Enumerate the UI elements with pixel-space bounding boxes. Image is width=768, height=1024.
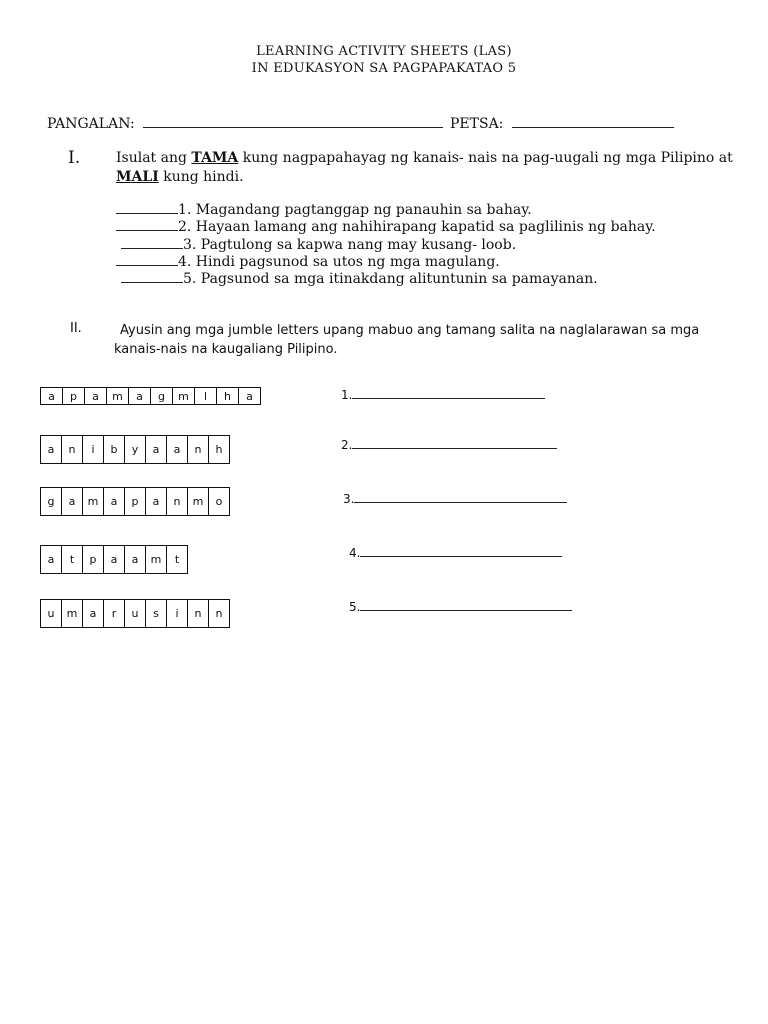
letter-cell: a: [82, 599, 104, 628]
answer-blank[interactable]: [116, 201, 178, 214]
letter-cell: p: [124, 487, 146, 516]
letter-cell: a: [84, 387, 107, 405]
letter-cell: h: [216, 387, 239, 405]
letter-cell: a: [40, 545, 62, 574]
letter-cell: h: [208, 435, 230, 464]
letter-cell: o: [208, 487, 230, 516]
letter-cell: m: [172, 387, 195, 405]
jumble-letters-5: [40, 599, 229, 628]
answer-line-5[interactable]: 5.: [349, 600, 572, 614]
mali-keyword: MALI: [116, 169, 159, 185]
jumble-letters-3: [40, 487, 229, 516]
letter-cell: l: [194, 387, 217, 405]
answer-blank[interactable]: [121, 270, 183, 283]
letter-cell: a: [103, 487, 125, 516]
letter-cell: m: [145, 545, 167, 574]
letter-cell: r: [103, 599, 125, 628]
part1-numeral: I.: [68, 148, 81, 168]
letter-cell: n: [166, 487, 188, 516]
answer-blank[interactable]: [116, 218, 178, 231]
worksheet-title-line2: IN EDUKASYON SA PAGPAPAKATAO 5: [251, 61, 517, 76]
part1-item: 1. Magandang pagtanggap ng panauhin sa bahay.: [116, 201, 532, 218]
worksheet-title-line1: LEARNING ACTIVITY SHEETS (LAS): [256, 44, 512, 59]
letter-cell: a: [145, 435, 167, 464]
letter-cell: a: [145, 487, 167, 516]
letter-cell: n: [208, 599, 230, 628]
tama-keyword: TAMA: [191, 150, 239, 166]
letter-cell: a: [166, 435, 188, 464]
letter-cell: a: [124, 545, 146, 574]
answer-blank[interactable]: [121, 236, 183, 249]
letter-cell: a: [238, 387, 261, 405]
answer-line-4[interactable]: 4.: [349, 546, 562, 560]
date-field[interactable]: [450, 113, 674, 132]
letter-cell: y: [124, 435, 146, 464]
answer-line-2[interactable]: 2.: [341, 438, 557, 452]
letter-cell: a: [128, 387, 151, 405]
name-field[interactable]: [47, 113, 443, 132]
part1-item: 5. Pagsunod sa mga itinakdang alituntunin sa pamayanan.: [121, 270, 598, 287]
letter-cell: u: [124, 599, 146, 628]
letter-cell: i: [166, 599, 188, 628]
answer-blank[interactable]: [116, 253, 178, 266]
letter-cell: g: [40, 487, 62, 516]
name-blank[interactable]: [143, 113, 443, 128]
part2-instruction: Ayusin ang mga jumble letters upang mabuo ang tamang salita na naglalarawan sa mga kanais-nais na kaugaliang Pilipino.: [114, 323, 700, 357]
letter-cell: s: [145, 599, 167, 628]
letter-cell: b: [103, 435, 125, 464]
answer-line-3[interactable]: 3.: [343, 492, 567, 506]
letter-cell: t: [166, 545, 188, 574]
part1-instruction: Isulat ang TAMA kung nagpapahayag ng kanais- nais na pag-uugali ng mga Pilipino at MALI kung hindi.: [116, 150, 733, 185]
letter-cell: m: [61, 599, 83, 628]
letter-cell: n: [187, 599, 209, 628]
letter-cell: g: [150, 387, 173, 405]
date-label: PETSA:: [450, 116, 504, 132]
answer-line-1[interactable]: 1.: [341, 388, 545, 402]
part2-numeral: II.: [70, 321, 82, 336]
letter-cell: n: [187, 435, 209, 464]
part1-item: 3. Pagtulong sa kapwa nang may kusang- loob.: [121, 236, 516, 253]
jumble-letters-2: [40, 435, 229, 464]
part1-item: 4. Hindi pagsunod sa utos ng mga magulang.: [116, 253, 500, 270]
letter-cell: p: [82, 545, 104, 574]
letter-cell: a: [40, 387, 63, 405]
date-blank[interactable]: [512, 113, 674, 128]
jumble-letters-1: [40, 387, 260, 405]
letter-cell: n: [61, 435, 83, 464]
name-label: PANGALAN:: [47, 116, 135, 132]
letter-cell: u: [40, 599, 62, 628]
letter-cell: a: [40, 435, 62, 464]
letter-cell: a: [103, 545, 125, 574]
letter-cell: a: [61, 487, 83, 516]
letter-cell: m: [106, 387, 129, 405]
letter-cell: m: [82, 487, 104, 516]
jumble-letters-4: [40, 545, 187, 574]
letter-cell: m: [187, 487, 209, 516]
letter-cell: t: [61, 545, 83, 574]
letter-cell: i: [82, 435, 104, 464]
part1-item: 2. Hayaan lamang ang nahihirapang kapatid sa paglilinis ng bahay.: [116, 218, 656, 235]
letter-cell: p: [62, 387, 85, 405]
